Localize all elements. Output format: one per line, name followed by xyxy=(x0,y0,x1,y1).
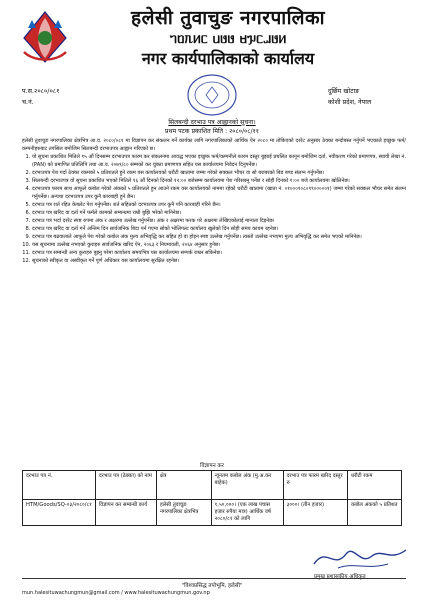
nepal-emblem-icon xyxy=(14,8,76,66)
table-title: विज्ञापन कर xyxy=(200,463,224,469)
table-cell: HTM/Goods/SQ-०३/२०८०/८१ xyxy=(23,500,96,526)
term-item: 1. यो सूचना प्रकाशित मितिले १५ औं दिनसम्म दरभाउपत्र फारम कर संकलनमा आवद्ध भएका इच्छुक फर्म/कम्पनीले फारम दस्तुर बुझाई प्रचलित कानून बमोजिम दर्ता, नवीकरण गरेको प्रमाणपत्र, स्थायी लेखा नं. (PAN) को प्रमाणित प्रतिलिपि तथा आ.व. २०७९/८० सम्मको कर चुक्ता प्रमाणपत्र सहित यस कार्यालयमा निवेदन दिनुपर्नेछ। xyxy=(32,154,406,169)
header-cell: दरभाउ पत्र (ठेक्का) को नाम xyxy=(95,471,156,500)
term-item: 11. दरभाउ पत्र सम्बन्धी अन्य कुराहरु बुझ्नु परेमा कार्यालय समयभित्र यस कार्यालयमा सम्पर्क राख्न सकिनेछ। xyxy=(32,250,406,258)
notice-title: सिलबन्दी दरभाउ पत्र आह्वानको सूचना। xyxy=(168,119,256,126)
table-row xyxy=(23,500,402,526)
signature-icon xyxy=(308,540,412,574)
notice-body xyxy=(22,138,406,267)
signatory-title: प्रमुख प्रशासकीय अधिकृत xyxy=(314,574,366,580)
term-item: 9. दरभाउ पत्र बढवालाले आफूले पेश गरेको कबोल अंक मुल्य अभिवृद्धि कर सहित हो वा होइन स्पष्ट उल्लेख गर्नुपर्नेछ। त्यस्तो उल्लेख नभएमा मुल्य अभिवृद्धि कर समेत भएको मानिनेछ। xyxy=(32,234,406,242)
term-item: 10. यस सूचनामा उल्लेख नभएको कुराहरु सार्वजनिक खरिद ऐन, २०६३ र नियमावली, २०६४ अनुसार हुनेछ। xyxy=(32,242,406,250)
office-name: नगर कार्यपालिकाको कार्यालय xyxy=(141,49,315,68)
table-cell: ३०००। (तीन हजार) xyxy=(283,500,347,526)
municipality-name: हलेसी तुवाचुङ नगरपालिका xyxy=(131,7,325,29)
header-cell: दरभाउ पत्र फारम खरिद दस्तुर रु xyxy=(283,471,347,500)
footer-motto: "विश्वप्रसिद्ध तपोभूमि, हलेसी" xyxy=(181,583,243,589)
term-item: 7. दरभाउ पत्र भर्दा दररेट स्पष्ट रुपमा अंक र अक्षरमा उल्लेख गर्नुपर्नेछ। अंक र अक्षरमा फरक परे अक्षरमा लेखिएकोलाई मान्यता दिइनेछ। xyxy=(32,218,406,226)
term-item: 6. दरभाउ पत्र खरिद वा दर्ता गर्ने फर्मले कामको सम्बन्धमा राम्री बुझि भरेको मानिनेछ। xyxy=(32,210,406,218)
table-cell: १,५०,०००। (एक लाख पचास हजार रुपैया मात्र) आर्थिक वर्ष २०८०/८१ को लागि xyxy=(211,500,283,526)
table-header-row xyxy=(23,471,402,500)
table-cell: विज्ञापन कर सम्बन्धी कार्य xyxy=(95,500,156,526)
table-cell: कबोल अंकको ५ प्रतिशत xyxy=(347,500,401,526)
reference-block xyxy=(22,86,59,108)
term-item: 5. दरभाउ पत्र शर्त रहित केबलेट पेश गर्नुपर्नेछ। शर्त सहितको दरभाउपत्र उपर कुनै पनि कारबाही गरिने छैन। xyxy=(32,202,406,210)
term-item: 12. सूचनाको स्वीकृत वा अस्वीकृत गर्ने पूर्ण अधिकार यस कार्यालयमा सुरक्षित रहनेछ। xyxy=(32,258,406,266)
footer-divider xyxy=(22,578,406,579)
footer-contact: mun.halesituwachungmun@gmail.com / www.halesituwachungmun.gov.np xyxy=(22,590,210,596)
header-cell: क्षेत्र xyxy=(156,471,211,500)
bid-schedule-table xyxy=(22,470,402,526)
term-item: 3. सिलबन्दी दरभाउपत्र यो सूचना प्रकाशित भएको मितिले १६ औं दिनको दिनको १२:०० बजेसम्म कार्यालयमा पेश गरिसक्नु पर्नेछ र सोही दिनको १:०० बजे कार्यालयमा खोलिनेछ। xyxy=(32,178,406,186)
municipality-name-script: ᥐᥝᥰᥢᥴ ᥙᥳᥳ ᥛᥭᥴᥘᥳᥢ xyxy=(169,31,287,47)
address-line-1: दुर्छिम खोटाङ xyxy=(328,87,360,95)
address-line-2: कोशी प्रदेश, नेपाल xyxy=(328,98,372,106)
notice-subject xyxy=(0,118,424,136)
term-item: 2. दरभाउपत्र पेश गर्दा ठेक्का रकमको ५ प्रतिशतले हुने रकम यस कार्यालयको धरौटी खातामा जम्मा गरेको सक्कल भौचर वा सो बराबरको बिड बण्ड संलग्न गर्नुपर्नेछ। xyxy=(32,170,406,178)
intro-paragraph: हलेसी तुवाचुङ नगरपालिका क्षेत्रभित्र आ.व. २०८०/०८१ मा विज्ञापन कर संकलन गर्ने कार्यका लागि नगरपालिकाको आर्थिक ऐन २०८० मा तोकिएको दररेट अनुसार ठेक्का बन्दोबस्त गर्नुपर्ने भएकाले इच्छुक फर्म/कम्पनीहरुबाट तपसिल बमोजिम सिलबन्दी दरभाउपत्र आह्वान गरिएको छ। xyxy=(22,138,406,152)
letterhead xyxy=(78,6,378,70)
reference-number: प.स.२०८०/०८१ xyxy=(22,87,60,95)
address-block xyxy=(328,86,371,108)
dispatch-number: च.नं. xyxy=(22,98,34,106)
term-item: 8. दरभाउ पत्र खरिद वा दर्ता गर्ने अन्तिम दिन सार्वजनिक बिदा पर्न गएमा सोको भोलिपल्ट कार्यालय खुलेको दिन सोही समय कायम रहनेछ। xyxy=(32,226,406,234)
table-cell: हलेसी तुवाचुङ नगरपालिका क्षेत्रभित्र xyxy=(156,500,211,526)
header-cell: दरभाउ पत्र नं. xyxy=(23,471,96,500)
publish-date: प्रथम पटक प्रकाशित मिति : २०८०/०८/११ xyxy=(164,128,260,135)
header-cell: धरौटी रकम xyxy=(347,471,401,500)
header-cell: न्यूनतम कबोल अंक (मु.अ.कर बाहेक) xyxy=(211,471,283,500)
term-item: 4. दरभाउपत्र फारम साथ आफूले कबोल गरेको अंकको ५ प्रतिशतले हुन आउने रकम यस कार्यालयको नाममा रहेको धरौटी खातामा (खाता नं. ०१०००१०८०९९०००००१) जम्मा गरेको सक्कल भौचर समेत संलग्न गर्नुपर्नेछ। अन्यथा दरभाउपत्र उपर कुनै कारबाही हुने छैन। xyxy=(32,186,406,201)
office-seal-icon xyxy=(186,72,238,118)
terms-list xyxy=(22,154,406,266)
